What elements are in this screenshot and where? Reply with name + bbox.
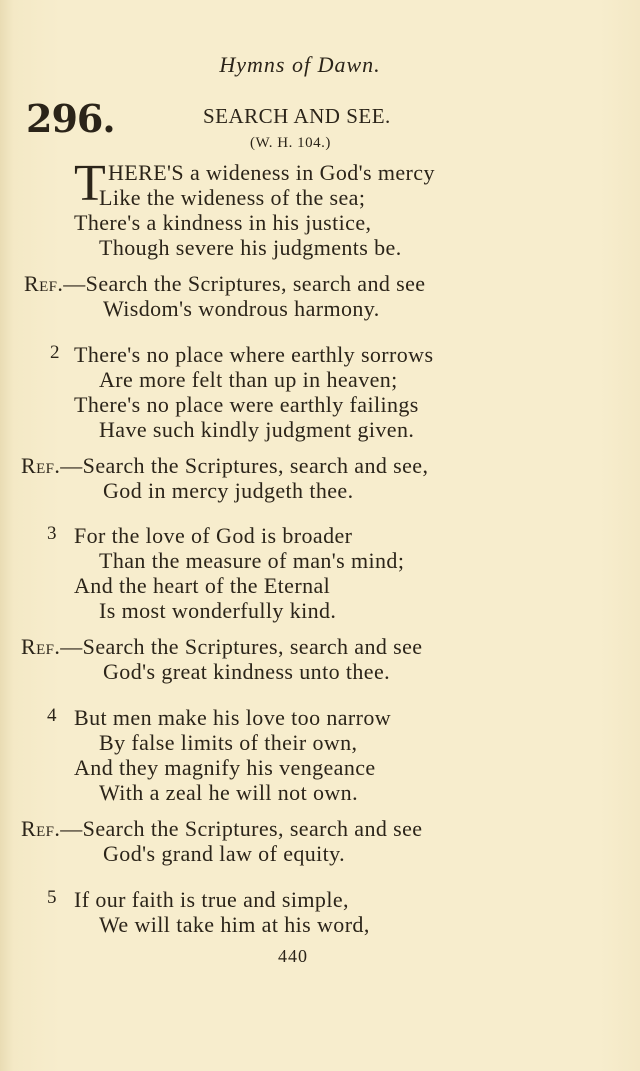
verse3-line3: And the heart of the Eternal bbox=[74, 573, 331, 598]
verse5-number: 5 bbox=[47, 887, 57, 908]
refrain3-line2: God's great kindness unto thee. bbox=[103, 659, 391, 684]
refrain-text: —Search the Scriptures, search and see bbox=[63, 271, 426, 296]
refrain2-line2: God in mercy judgeth thee. bbox=[103, 478, 354, 503]
verse5-line2: We will take him at his word, bbox=[99, 912, 370, 937]
refrain-label: Ref. bbox=[21, 453, 61, 478]
verse1-line4: Though severe his judgments be. bbox=[99, 235, 402, 260]
verse4-line2: By false limits of their own, bbox=[99, 730, 358, 755]
hymn-number: 296. bbox=[26, 96, 115, 141]
verse1-line3: There's a kindness in his justice, bbox=[74, 210, 372, 235]
refrain-label: Ref. bbox=[21, 634, 61, 659]
refrain4-line1 bbox=[21, 816, 422, 842]
verse4-number: 4 bbox=[47, 705, 57, 726]
refrain-label: Ref. bbox=[24, 271, 64, 296]
hymn-meter: (W. H. 104.) bbox=[250, 135, 331, 151]
refrain-text: —Search the Scriptures, search and see bbox=[60, 816, 423, 841]
verse1-line2: Like the wideness of the sea; bbox=[99, 185, 366, 210]
refrain2-line1 bbox=[21, 453, 428, 479]
refrain3-line1 bbox=[21, 634, 422, 660]
verse2-line2: Are more felt than up in heaven; bbox=[99, 367, 398, 392]
page-number: 440 bbox=[278, 946, 308, 966]
verse2-line3: There's no place were earthly failings bbox=[74, 392, 419, 417]
verse2-line4: Have such kindly judgment given. bbox=[99, 417, 415, 442]
running-head: Hymns of Dawn. bbox=[219, 52, 381, 77]
verse3-line4: Is most wonderfully kind. bbox=[99, 598, 337, 623]
verse1-line1: HERE'S a wideness in God's mercy bbox=[108, 160, 435, 185]
refrain1-line1 bbox=[24, 271, 425, 297]
verse4-line1: But men make his love too narrow bbox=[74, 705, 392, 730]
hymn-title: SEARCH AND SEE. bbox=[203, 104, 391, 128]
refrain-label: Ref. bbox=[21, 816, 61, 841]
refrain-text: —Search the Scriptures, search and see bbox=[60, 634, 423, 659]
refrain4-line2: God's grand law of equity. bbox=[103, 841, 346, 866]
verse2-line1: There's no place where earthly sorrows bbox=[74, 342, 434, 367]
refrain-text: —Search the Scriptures, search and see, bbox=[60, 453, 429, 478]
verse4-line4: With a zeal he will not own. bbox=[99, 780, 358, 805]
verse2-number: 2 bbox=[50, 342, 60, 363]
verse3-line1: For the love of God is broader bbox=[74, 523, 353, 548]
refrain1-line2: Wisdom's wondrous harmony. bbox=[103, 296, 380, 321]
verse4-line3: And they magnify his vengeance bbox=[74, 755, 376, 780]
drop-cap: T bbox=[74, 155, 106, 212]
verse3-line2: Than the measure of man's mind; bbox=[99, 548, 405, 573]
verse5-line1: If our faith is true and simple, bbox=[74, 887, 349, 912]
verse3-number: 3 bbox=[47, 523, 57, 544]
